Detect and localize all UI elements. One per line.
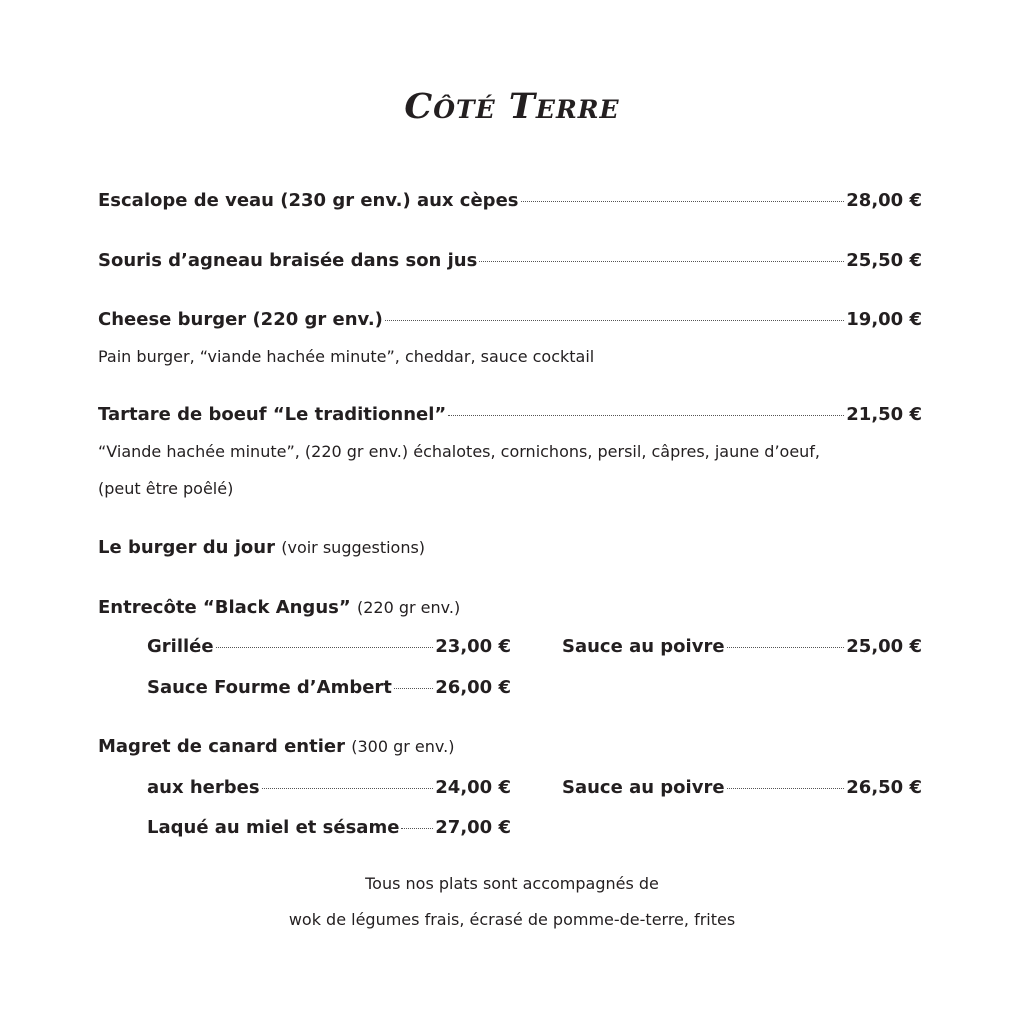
option-price: 24,00 €: [435, 777, 511, 798]
option-grillee: [147, 636, 511, 657]
dot-leader: [479, 261, 844, 262]
item-note: (voir suggestions): [281, 538, 426, 557]
dot-leader: [727, 788, 845, 789]
dot-leader: [401, 828, 433, 829]
option-sauce-poivre: [562, 636, 922, 657]
menu-item-escalope: [98, 190, 922, 211]
menu-item-cheese-burger: [98, 309, 922, 330]
footer-line-1: Tous nos plats sont accompagnés de: [365, 874, 659, 893]
dot-leader: [394, 688, 433, 689]
menu-item-tartare: [98, 404, 922, 425]
menu-item-burger-du-jour: [98, 537, 425, 558]
item-name: [98, 736, 454, 757]
menu-item-souris: [98, 250, 922, 271]
option-price: 23,00 €: [435, 636, 511, 657]
item-name: [98, 537, 425, 558]
option-sauce-poivre-magret: [562, 777, 922, 798]
item-title: Entrecôte “Black Angus”: [98, 597, 351, 618]
item-description: (peut être poêlé): [98, 479, 234, 498]
dot-leader: [727, 647, 845, 648]
item-title: Le burger du jour: [98, 537, 275, 558]
option-price: 25,00 €: [846, 636, 922, 657]
item-name: Escalope de veau (230 gr env.) aux cèpes: [98, 190, 519, 211]
option-label: Sauce au poivre: [562, 777, 725, 798]
item-name: Souris d’agneau braisée dans son jus: [98, 250, 478, 271]
dot-leader: [262, 788, 434, 789]
item-name: Tartare de boeuf “Le traditionnel”: [98, 404, 447, 425]
option-fourme-ambert: [147, 677, 511, 698]
item-price: 21,50 €: [846, 404, 922, 425]
option-price: 26,50 €: [846, 777, 922, 798]
item-title: Magret de canard entier: [98, 736, 345, 757]
menu-item-magret: [98, 736, 454, 757]
option-price: 26,00 €: [435, 677, 511, 698]
option-price: 27,00 €: [435, 817, 511, 838]
dot-leader: [521, 201, 845, 202]
menu-item-entrecote: [98, 597, 460, 618]
item-price: 28,00 €: [846, 190, 922, 211]
dot-leader: [216, 647, 434, 648]
option-laque-miel: [147, 817, 511, 838]
option-label: aux herbes: [147, 777, 260, 798]
item-description: Pain burger, “viande hachée minute”, cheddar, sauce cocktail: [98, 347, 595, 366]
dot-leader: [448, 415, 844, 416]
option-label: Grillée: [147, 636, 214, 657]
item-name: Cheese burger (220 gr env.): [98, 309, 383, 330]
option-aux-herbes: [147, 777, 511, 798]
item-price: 19,00 €: [846, 309, 922, 330]
footer-line-2: wok de légumes frais, écrasé de pomme-de-terre, frites: [288, 910, 736, 929]
option-label: Sauce au poivre: [562, 636, 725, 657]
item-description: “Viande hachée minute”, (220 gr env.) échalotes, cornichons, persil, câpres, jaune d’oeuf,: [98, 442, 821, 461]
item-price: 25,50 €: [846, 250, 922, 271]
option-label: Sauce Fourme d’Ambert: [147, 677, 392, 698]
item-note: (220 gr env.): [356, 598, 461, 617]
item-name: [98, 597, 460, 618]
option-label: Laqué au miel et sésame: [147, 817, 400, 838]
page-title: Côté Terre: [404, 86, 620, 127]
item-note: (300 gr env.): [351, 737, 455, 756]
dot-leader: [385, 320, 844, 321]
